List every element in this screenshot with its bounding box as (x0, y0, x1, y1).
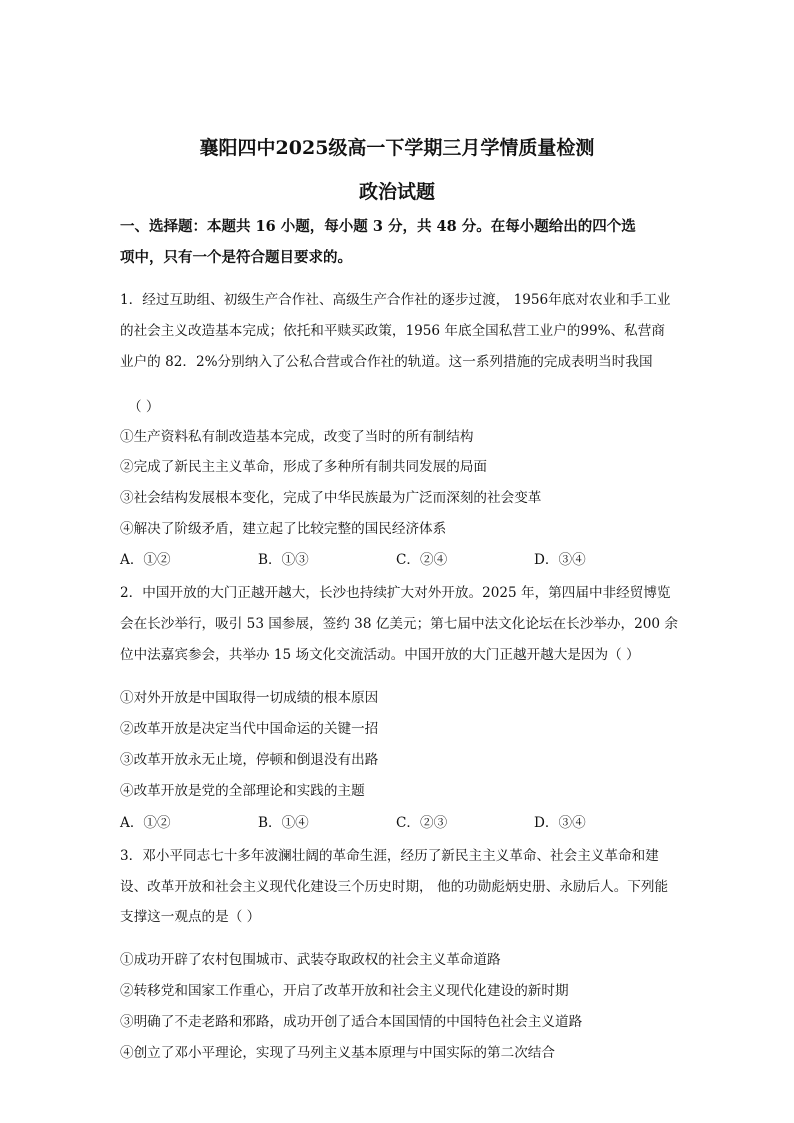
exam-subtitle: 政治试题 (358, 181, 435, 203)
q1-item-3: ③社会结构发展根本变化，完成了中华民族最为广泛而深刻的社会变革 (120, 490, 542, 506)
q3-item-2: ②转移党和国家工作重心，开启了改革开放和社会主义现代化建设的新时期 (120, 983, 569, 999)
section-heading-line-2: 项中，只有一个是符合题目要求的。 (120, 249, 352, 266)
exam-title: 襄阳四中2025级高一下学期三月学情质量检测 (199, 137, 595, 159)
q2-option-c[interactable]: C．②③ (396, 815, 448, 831)
q1-item-4: ④解决了阶级矛盾，建立起了比较完整的国民经济体系 (120, 521, 447, 537)
q3-item-1: ①成功开辟了农村包围城市、武装夺取政权的社会主义革命道路 (120, 952, 501, 968)
q1-item-1: ①生产资料私有制改造基本完成，改变了当时的所有制结构 (120, 429, 474, 445)
section-heading-line-1: 一、选择题：本题共 16 小题，每小题 3 分，共 48 分。在每小题给出的四个选 (120, 218, 636, 235)
q1-stem-line-3: 业户的 82．2%分别纳入了公私合营或合作社的轨道。这一系列措施的完成表明当时我国 (120, 354, 653, 370)
q1-option-a[interactable]: A．①② (120, 552, 171, 568)
q2-stem-line-1: 2．中国开放的大门正越开越大，长沙也持续扩大对外开放。2025 年，第四届中非经贸博览 (120, 585, 671, 601)
q3-stem-line-3: 支撑这一观点的是（ ） (120, 909, 261, 925)
q2-stem-line-3: 位中法嘉宾参会，共举办 15 场文化交流活动。中国开放的大门正越开越大是因为（ ） (120, 647, 640, 663)
q3-item-4: ④创立了邓小平理论，实现了马列主义基本原理与中国实际的第二次结合 (120, 1045, 555, 1061)
q2-item-1: ①对外开放是中国取得一切成绩的根本原因 (120, 690, 379, 706)
q2-item-4: ④改革开放是党的全部理论和实践的主题 (120, 783, 365, 799)
q2-item-3: ③改革开放永无止境，停顿和倒退没有出路 (120, 752, 379, 768)
q2-option-a[interactable]: A．①② (120, 815, 171, 831)
q1-stem-line-1: 1．经过互助组、初级生产合作社、高级生产合作社的逐步过渡， 1956年底对农业和手工业 (120, 292, 671, 308)
q1-answer-paren: （ ） (128, 399, 160, 415)
q1-option-b[interactable]: B．①③ (258, 552, 309, 568)
q1-item-2: ②完成了新民主主义革命，形成了多种所有制共同发展的局面 (120, 459, 488, 475)
q3-stem-line-2: 设、改革开放和社会主义现代化建设三个历史时期， 他的功勋彪炳史册、永励后人。下列能 (120, 879, 669, 895)
q2-stem-line-2: 会在长沙举行，吸引 53 国参展，签约 38 亿美元；第七届中法文化论坛在长沙举办，200 余 (120, 616, 678, 632)
q2-item-2: ②改革开放是决定当代中国命运的关键一招 (120, 721, 379, 737)
q3-stem-line-1: 3．邓小平同志七十多年波澜壮阔的革命生涯，经历了新民主主义革命、社会主义革命和建 (120, 848, 659, 864)
q2-option-d[interactable]: D．③④ (534, 815, 586, 831)
q1-option-d[interactable]: D．③④ (534, 552, 586, 568)
q3-item-3: ③明确了不走老路和邪路，成功开创了适合本国国情的中国特色社会主义道路 (120, 1014, 583, 1030)
q1-stem-line-2: 的社会主义改造基本完成；依托和平赎买政策，1956 年底全国私营工业户的99%、私营商 (120, 323, 665, 339)
q1-option-c[interactable]: C．②④ (396, 552, 448, 568)
q2-option-b[interactable]: B．①④ (258, 815, 309, 831)
